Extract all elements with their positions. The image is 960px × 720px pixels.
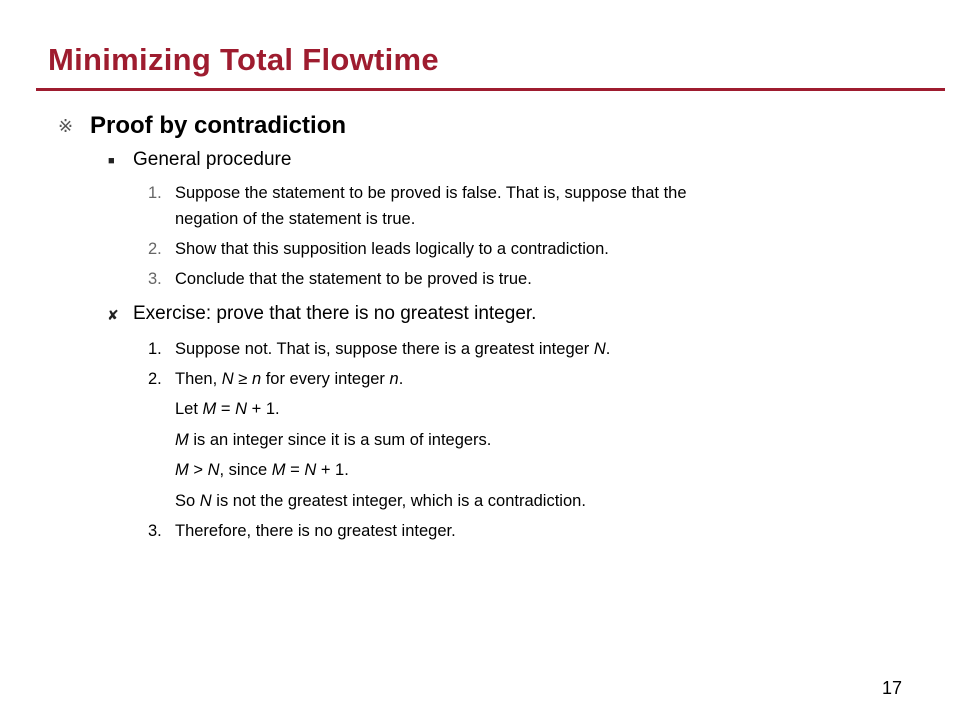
procedure-step-3: Conclude that the statement to be proved is true.	[175, 270, 532, 288]
step-number: 2.	[148, 370, 162, 388]
exercise-integer-line: M is an integer since it is a sum of integers.	[175, 431, 492, 449]
step-number: 3.	[148, 522, 162, 540]
slide-title: Minimizing Total Flowtime	[48, 42, 439, 77]
procedure-step-1	[175, 180, 687, 232]
exercise-label: Exercise: prove that there is no greatest integer.	[133, 303, 537, 324]
x-mark-icon: ✘	[107, 307, 119, 323]
step-number: 2.	[148, 240, 162, 258]
step-number: 1.	[148, 184, 162, 202]
procedure-step-1-line1: Suppose the statement to be proved is false. That is, suppose that the	[175, 184, 687, 202]
reference-mark-icon: ※	[58, 116, 74, 136]
general-procedure-label: General procedure	[133, 149, 292, 170]
heading-proof-by-contradiction: Proof by contradiction	[90, 112, 347, 139]
exercise-greater-line: M > N, since M = N + 1.	[175, 461, 349, 479]
step-number: 3.	[148, 270, 162, 288]
exercise-step-2: Then, N ≥ n for every integer n.	[175, 370, 404, 388]
exercise-step-1: Suppose not. That is, suppose there is a greatest integer N.	[175, 340, 611, 358]
procedure-step-1-line2: negation of the statement is true.	[175, 210, 416, 228]
exercise-let-line: Let M = N + 1.	[175, 400, 280, 418]
step-number: 1.	[148, 340, 162, 358]
exercise-step-3: Therefore, there is no greatest integer.	[175, 522, 456, 540]
procedure-step-2: Show that this supposition leads logically to a contradiction.	[175, 240, 609, 258]
square-bullet-icon: ■	[108, 155, 115, 167]
page-number: 17	[882, 678, 903, 698]
exercise-contradiction-line: So N is not the greatest integer, which is a contradiction.	[175, 492, 586, 510]
